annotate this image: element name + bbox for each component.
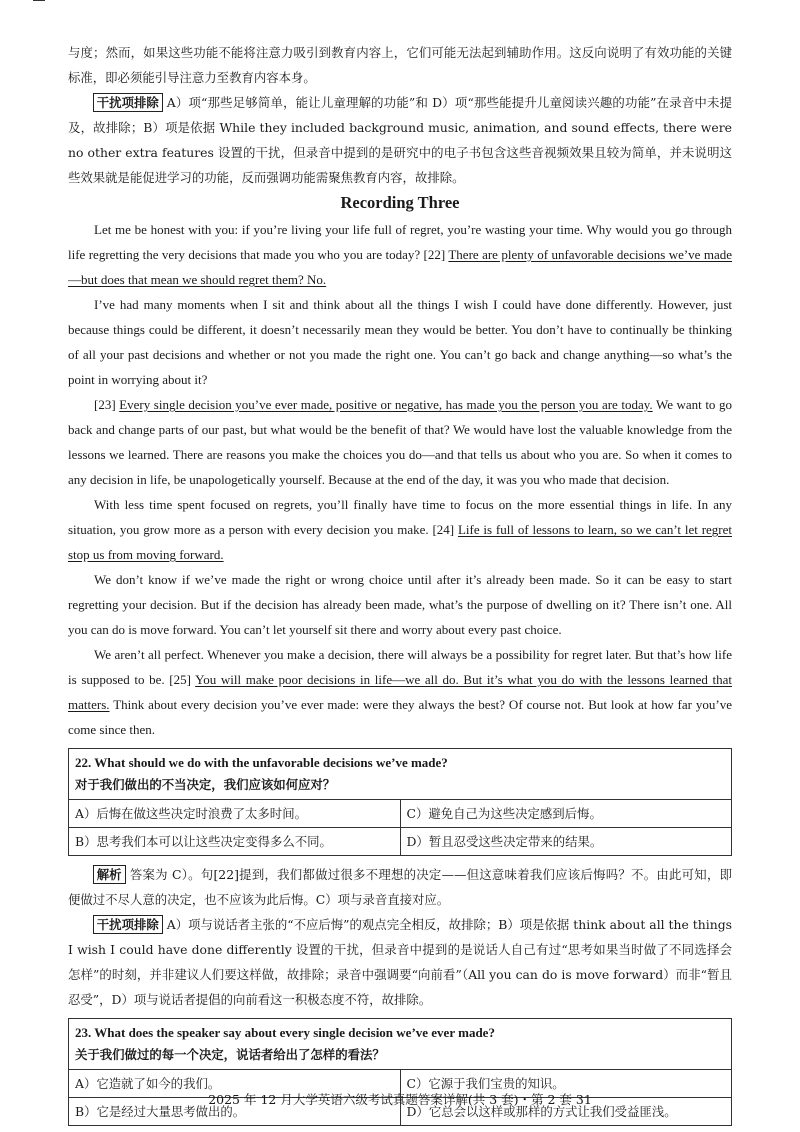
distractor-text: A）项“那些足够简单，能让儿童理解的功能”和 D）项“那些能提升儿童阅读兴趣的功能”在录音中未提及，故排除；B）项是依据 While they included background music, animation, and sound effects, there were no other extra features 设置的干扰，但录音中提到的是研究中的电子书包含这些音视频效果且较为简单，并未说明这些效果就是能促进学习的功能，反而强调功能需聚焦教育内容，故排除。	[68, 95, 732, 185]
question-stem-cn: 关于我们做过的每一个决定，说话者给出了怎样的看法？	[75, 1047, 385, 1062]
analysis-text: 答案为 C）。句[22]提到，我们都做过很多不理想的决定——但这意味着我们应该后悔吗？不。由此可知，即便做过不尽人意的决定，也不应该为此后悔。C）项与录音直接对应。	[68, 867, 732, 907]
key-sentence-23: Every single decision you’ve ever made, positive or negative, has made you the person you are today.	[119, 397, 653, 412]
recording-text: We want to go back and change parts of our past, but what would be the benefit of that? We would have lost the valuable knowledge from the lessons we learned. There are reasons you make the choices you do—and that tells us about who you are. So when it comes to any decision in life, be unapologetically yourself. Because at the end of the day, it was you who made that decision.	[68, 397, 732, 487]
distractor-text: A）项与说话者主张的“不应后悔”的观点完全相反，故排除；B）项是依据 think about all the things I wish I could have done differently 设置的干扰，但录音中提到的是说话人自己有过“思考如果当时做了不同选择会怎样”的时刻，并非建议人们要这样做，故排除；录音中强调要“向前看”（All you can do is move forward）而非“暂且忍受”，D）项与说话者提倡的向前看这一积极态度不符，故排除。	[68, 917, 732, 1007]
option-d: D）它总会以这样或那样的方式让我们受益匪浅。	[400, 1098, 732, 1126]
option-a: A）它造就了如今的我们。	[69, 1070, 401, 1098]
distractor-tag: 干扰项排除	[93, 93, 163, 112]
recording-paragraph-2: I’ve had many moments when I sit and think about all the things I wish I could have done differently. However, just because things could be different, it doesn’t necessarily mean they would be better. You don’t have to continually be thinking of all your past decisions and whether or not you made the right one. You can’t go back and change anything—so what’s the point in worrying about it?	[68, 297, 732, 387]
option-c: C）它源于我们宝贵的知识。	[400, 1070, 732, 1098]
recording-paragraph-6	[68, 642, 732, 742]
question-22-stem	[69, 749, 732, 800]
intro-paragraph: 与度；然而，如果这些功能不能将注意力吸引到教育内容上，它们可能无法起到辅助作用。这反向说明了有效功能的关键标准，即必须能引导注意力至教育内容本身。	[68, 45, 732, 85]
recording-text: Let me be honest with you: if you’re living your life full of regret, you’re wasting your time. Why would you go through life regretting the very decisions that made you who you are today? [22]	[68, 222, 732, 262]
question-stem-en: 22. What should we do with the unfavorable decisions we’ve made?	[75, 755, 448, 770]
distractor-tag: 干扰项排除	[93, 915, 163, 934]
question-23-stem	[69, 1019, 732, 1070]
question-22-table	[68, 748, 732, 856]
key-sentence-25: You will make poor decisions in life—we all do. But it’s what you do with the lessons learned that matters.	[68, 672, 732, 712]
question-stem-cn: 对于我们做出的不当决定，我们应该如何应对？	[75, 777, 336, 792]
option-b: B）它是经过大量思考做出的。	[69, 1098, 401, 1126]
corner-mark	[33, 0, 45, 1]
key-sentence-24: Life is full of lessons to learn, so we can’t let regret stop us from moving forward.	[68, 522, 732, 562]
option-c: C）避免自己为这些决定感到后悔。	[400, 800, 732, 828]
key-sentence-22: There are plenty of unfavorable decisions we’ve made—but does that mean we should regret them? No.	[68, 247, 733, 287]
recording-paragraph-5: We don’t know if we’ve made the right or wrong choice until after it’s already been made. So it can be easy to start regretting your decision. But if the decision has already been made, what’s the purpose of dwelling on it? There isn’t one. All you can do is move forward. You can’t let yourself sit there and worry about every past choice.	[68, 572, 732, 637]
analysis-tag: 解析	[93, 865, 126, 884]
distractor-22	[68, 912, 732, 1012]
option-a: A）后悔在做这些决定时浪费了太多时间。	[69, 800, 401, 828]
option-d: D）暂且忍受这些决定带来的结果。	[400, 828, 732, 856]
recording-text: Think about every decision you’ve ever made: were they always the best? Of course not. But look at how far you’ve come since then.	[68, 697, 732, 737]
question-stem-en: 23. What does the speaker say about every single decision we’ve ever made?	[75, 1025, 495, 1040]
page-footer: 2025 年 12 月大学英语六级考试真题答案详解(共 3 套)・第 2 套 31	[208, 1092, 592, 1107]
recording-paragraph-3	[68, 392, 732, 492]
recording-text: We aren’t all perfect. Whenever you make a decision, there will always be a possibility for regret later. But that’s how life is supposed to be. [25]	[68, 647, 732, 687]
analysis-22	[68, 862, 732, 912]
recording-text: With less time spent focused on regrets, you’ll finally have time to focus on the more essential things in life. In any situation, you grow more as a person with every decision you make. [24]	[68, 497, 732, 537]
section-heading: Recording Three	[340, 193, 460, 212]
page-content	[68, 40, 732, 1132]
recording-text: [23]	[94, 397, 120, 412]
option-b: B）思考我们本可以让这些决定变得多么不同。	[69, 828, 401, 856]
recording-paragraph-1	[68, 217, 732, 292]
recording-paragraph-4	[68, 492, 732, 567]
distractor-block-prev	[68, 90, 732, 190]
